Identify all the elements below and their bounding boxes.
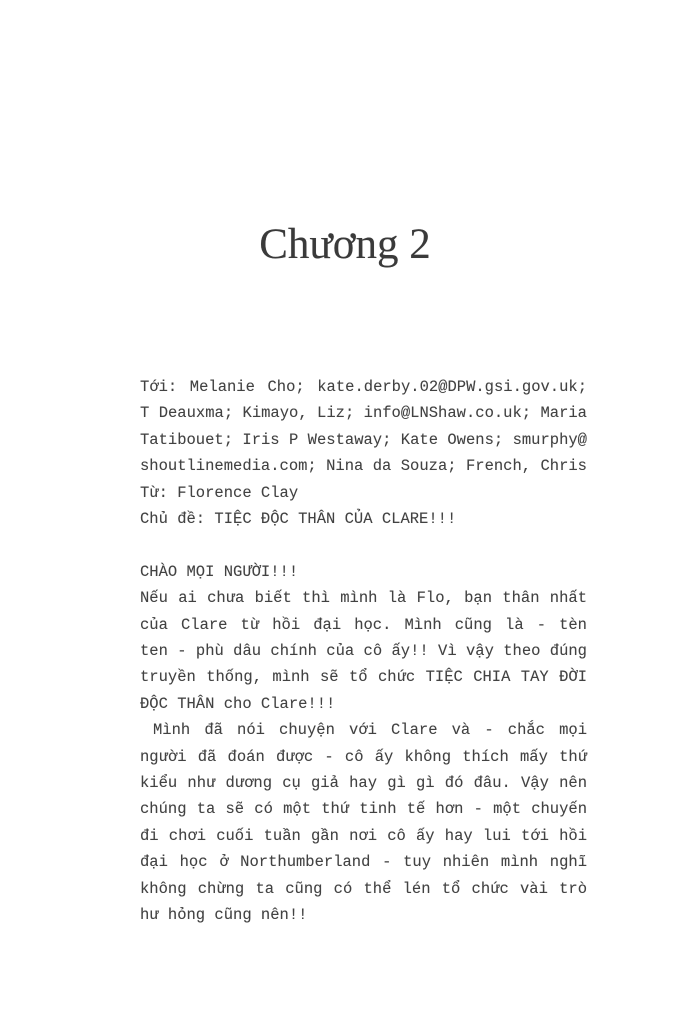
email-to-line: Tatibouet; Iris P Westaway; Kate Owens; smurphy@ <box>140 430 587 449</box>
email-body-line: đại học ở Northumberland - tuy nhiên mình nghĩ <box>140 853 587 872</box>
email-body-line: của Clare từ hồi đại học. Mình cũng là - tèn <box>140 615 587 634</box>
email-body-line: người đã đoán được - cô ấy không thích mấy thứ <box>140 747 587 766</box>
email-body-line: kiểu như dương cụ giả hay gì gì đó đâu. Vậy nên <box>140 774 587 793</box>
email-body-line: đi chơi cuối tuần gần nơi cô ấy hay lui tới hồi <box>140 826 587 845</box>
email-from-line: Từ: Florence Clay <box>140 483 299 502</box>
email-body-line: Nếu ai chưa biết thì mình là Flo, bạn thân nhất <box>140 589 587 608</box>
email-body-line: truyền thống, mình sẽ tổ chức TIỆC CHIA TAY ĐỜI <box>140 668 587 687</box>
email-to-line: Tới: Melanie Cho; kate.derby.02@DPW.gsi.gov.uk; <box>140 378 587 396</box>
email-body-line: không chừng ta cũng có thể lén tổ chức vài trò <box>140 879 587 898</box>
chapter-title: Chương 2 <box>259 221 431 268</box>
email-body-line: Mình đã nói chuyện với Clare và - chắc mọi <box>153 721 587 740</box>
email-body-line: chúng ta sẽ có một thứ tinh tế hơn - một chuyến <box>140 800 587 819</box>
blank-line <box>140 532 587 558</box>
email-greeting-line: CHÀO MỌI NGƯỜI!!! <box>140 562 299 581</box>
email-subject-line: Chủ đề: TIỆC ĐỘC THÂN CỦA CLARE!!! <box>140 510 457 529</box>
email-to-line: T Deauxma; Kimayo, Liz; info@LNShaw.co.uk; Maria <box>140 404 587 423</box>
email-body-line: hư hỏng cũng nên!! <box>140 906 308 925</box>
email-to-line: shoutlinemedia.com; Nina da Souza; French, Chris <box>140 457 587 476</box>
email-body-line: ten - phù dâu chính của cô ấy!! Vì vậy theo đúng <box>140 642 587 661</box>
email-body-line: ĐỘC THÂN cho Clare!!! <box>140 694 336 713</box>
email-text-block <box>140 374 587 929</box>
